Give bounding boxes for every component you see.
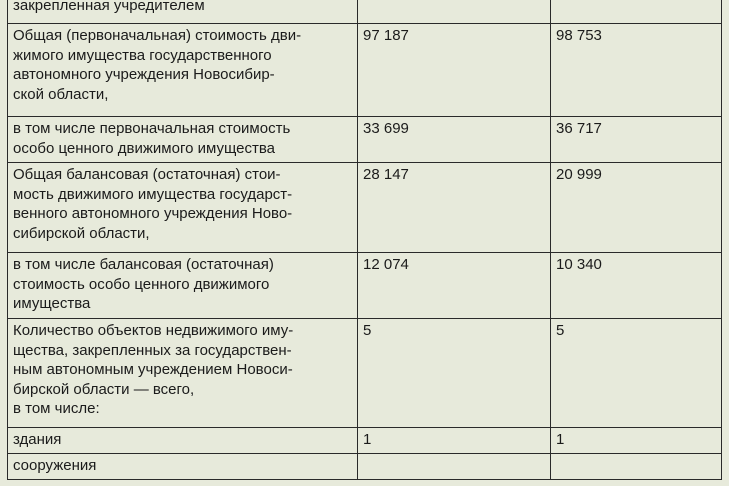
value-cell-col2: 5: [358, 319, 551, 428]
table-row: [8, 117, 722, 163]
value-cell-col3: 1: [551, 428, 722, 454]
row-label: здания: [8, 428, 358, 454]
value-cell-col2: 12 074: [358, 253, 551, 319]
row-label: сооружения: [8, 454, 358, 480]
value-cell-col3: [551, 454, 722, 480]
table-row: [8, 428, 722, 454]
value-cell-col2: [358, 454, 551, 480]
value-cell-col3: 5: [551, 319, 722, 428]
value-cell-col3: [551, 0, 722, 24]
table-row: [8, 454, 722, 480]
row-label: Общая (первоначальная) стоимость дви- жимого имущества государственного автономного учреждения Новосибир- ской области,: [8, 24, 358, 117]
value-cell-col3: 20 999: [551, 163, 722, 253]
value-cell-col3: 10 340: [551, 253, 722, 319]
value-cell-col2: 97 187: [358, 24, 551, 117]
row-label: в том числе балансовая (остаточная) стоимость особо ценного движимого имущества: [8, 253, 358, 319]
value-cell-col3: 36 717: [551, 117, 722, 163]
row-label: Общая балансовая (остаточная) стои- мость движимого имущества государст- венного автономного учреждения Ново- сибирской области,: [8, 163, 358, 253]
value-cell-col2: 1: [358, 428, 551, 454]
property-value-table: [7, 0, 722, 480]
value-cell-col3: 98 753: [551, 24, 722, 117]
table-row: [8, 253, 722, 319]
value-cell-col2: 28 147: [358, 163, 551, 253]
row-label: в том числе первоначальная стоимость особо ценного движимого имущества: [8, 117, 358, 163]
table-row: [8, 319, 722, 428]
table-row: [8, 163, 722, 253]
table-row: [8, 24, 722, 117]
row-label: закрепленная учредителем: [8, 0, 358, 24]
value-cell-col2: [358, 0, 551, 24]
table-row: [8, 0, 722, 24]
value-cell-col2: 33 699: [358, 117, 551, 163]
row-label: Количество объектов недвижимого иму- щества, закрепленных за государствен- ным автономным учреждением Новоси- бирской области — всего, в том числе:: [8, 319, 358, 428]
